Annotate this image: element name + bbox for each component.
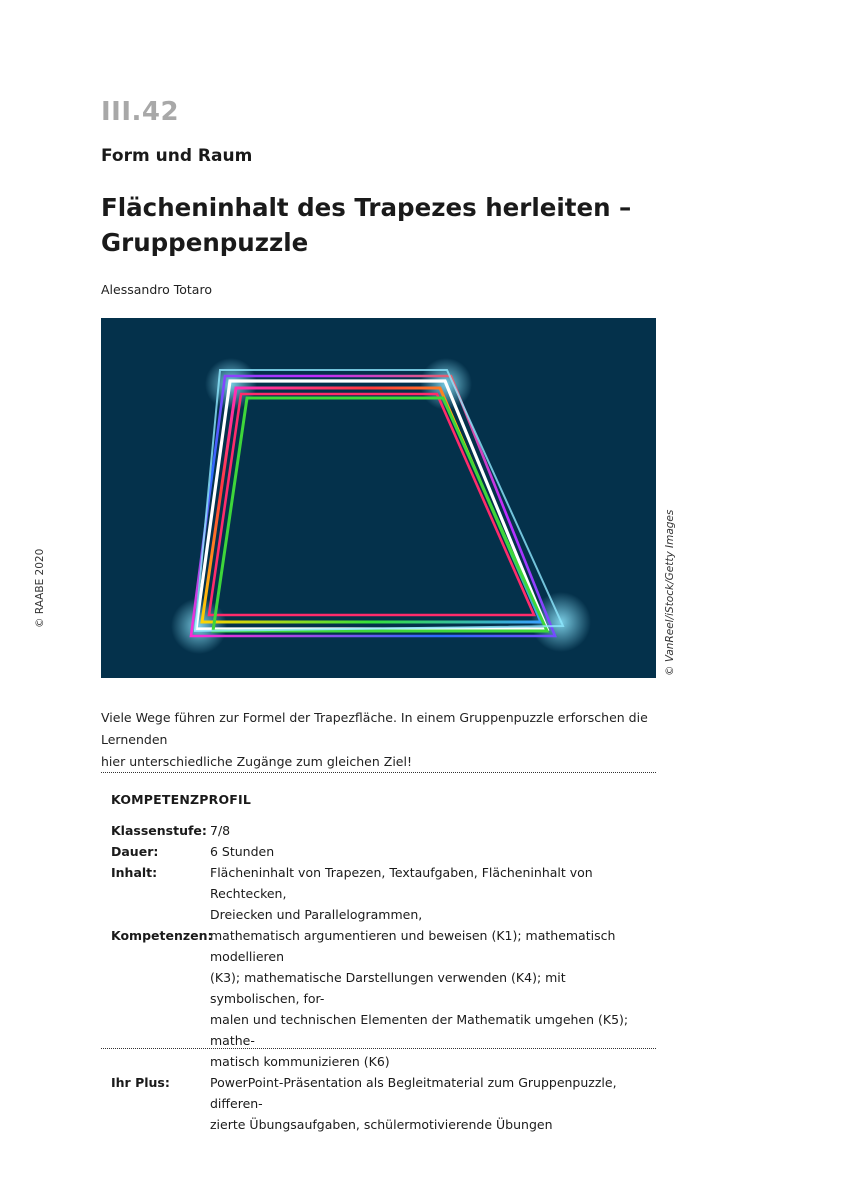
profile-value-line: malen und technischen Elementen der Mathematik umgehen (K5); mathe- [210, 1012, 629, 1048]
profile-value-line: 7/8 [210, 823, 231, 838]
competence-profile [111, 792, 656, 1135]
page-title-line-2: Gruppenpuzzle [101, 228, 309, 257]
profile-label: Klassenstufe: [111, 823, 207, 838]
author: Alessandro Totaro [101, 282, 212, 297]
intro-line-2: hier unterschiedliche Zugänge zum gleichen Ziel! [101, 754, 412, 769]
profile-value-line: 6 Stunden [210, 844, 275, 859]
profile-value [210, 820, 656, 841]
profile-row-content [111, 862, 656, 925]
profile-value-line: mathematisch argumentieren und beweisen (K1); mathematisch modellieren [210, 928, 616, 964]
intro-text [101, 707, 661, 773]
profile-value [210, 841, 656, 862]
profile-label: Inhalt: [111, 865, 158, 880]
profile-row-competences [111, 925, 656, 1072]
unit-number: III.42 [101, 97, 180, 127]
profile-value [210, 1072, 656, 1135]
profile-value-line: Flächeninhalt von Trapezen, Textaufgaben, Flächeninhalt von Rechtecken, [210, 865, 593, 901]
profile-value [210, 925, 656, 1072]
section-title: Form und Raum [101, 146, 253, 166]
image-credit: © VanReel/iStock/Getty Images [664, 509, 676, 676]
profile-row-grade [111, 820, 656, 841]
profile-heading: KOMPETENZPROFIL [111, 792, 252, 807]
divider-top [101, 772, 656, 773]
intro-line-1: Viele Wege führen zur Formel der Trapezfläche. In einem Gruppenpuzzle erforschen die Lernenden [101, 710, 648, 747]
divider-bottom [101, 1048, 656, 1049]
profile-value [210, 862, 656, 925]
page-title [101, 190, 661, 260]
profile-label: Kompetenzen: [111, 928, 213, 943]
copyright-notice: © RAABE 2020 [34, 548, 46, 628]
profile-label: Ihr Plus: [111, 1075, 170, 1090]
profile-label: Dauer: [111, 844, 159, 859]
profile-row-plus [111, 1072, 656, 1135]
glowing-trapezoid-icon [101, 318, 656, 678]
profile-value-line: zierte Übungsaufgaben, schülermotivierende Übungen [210, 1117, 553, 1132]
profile-value-line: Dreiecken und Parallelogrammen, [210, 907, 423, 922]
profile-row-duration [111, 841, 656, 862]
profile-value-line: PowerPoint-Präsentation als Begleitmaterial zum Gruppenpuzzle, differen- [210, 1075, 617, 1111]
page-title-line-1: Flächeninhalt des Trapezes herleiten – [101, 193, 632, 222]
profile-value-line: (K3); mathematische Darstellungen verwenden (K4); mit symbolischen, for- [210, 970, 566, 1006]
profile-value-line: matisch kommunizieren (K6) [210, 1054, 390, 1069]
hero-image [101, 318, 656, 678]
